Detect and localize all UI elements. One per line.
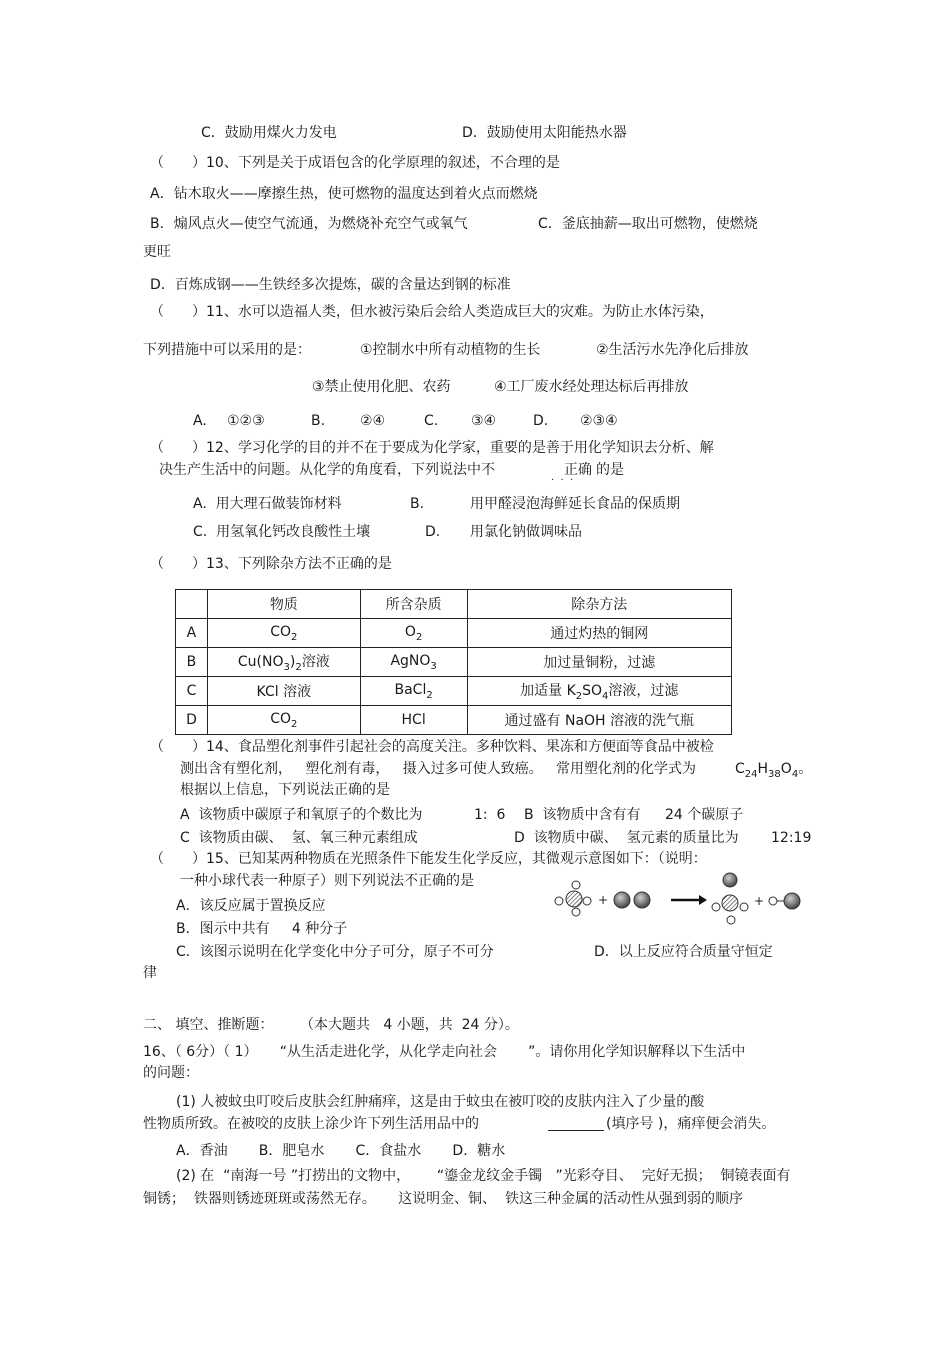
q11-stem: （ ）11、水可以造福人类，但水被污染后会给人类造成巨大的灾难。为防止水体污染， — [150, 304, 714, 320]
plus-sign: + — [754, 894, 765, 908]
q10-option-c: C．釜底抽薪—取出可燃物，使燃烧 — [538, 216, 758, 232]
molecule-ch4 — [555, 881, 591, 916]
q12-option-d-label: D. — [425, 524, 441, 540]
q11-measure-1: ①控制水中所有动植物的生长 — [360, 342, 541, 358]
q11-measure-2: ②生活污水先净化后排放 — [596, 342, 749, 358]
emphasis-dots: · · · — [551, 475, 574, 486]
q11-option-a-label: A. — [193, 413, 207, 429]
q12-option-d: 用氯化钠做调味品 — [470, 524, 582, 540]
q14-option-b: B 该物质中含有有 — [524, 807, 641, 823]
impurity-cell: HCl — [360, 706, 467, 735]
q11-measure-4: ④工厂废水经处理达标后再排放 — [494, 379, 689, 395]
option-label: D — [176, 706, 208, 735]
q10-option-a: A．钻木取火——摩擦生热，使可燃物的温度达到着火点而燃烧 — [150, 186, 538, 202]
q14-stem-2: 测出含有塑化剂， 塑化剂有毒， 摄入过多可使人致癌。 常用塑化剂的化学式为 — [180, 761, 697, 777]
q16-stem: 16、（ 6分）（ 1） “从生活走进化学，从化学走向社会 ”。请你用化学知识解释以下生活中 — [143, 1044, 746, 1060]
q11-option-b-label: B. — [311, 413, 326, 429]
molecule-cl2 — [614, 892, 650, 908]
q11-measure-3: ③禁止使用化肥、农药 — [312, 379, 451, 395]
q16-stem-2: 的问题： — [143, 1065, 199, 1081]
section2-note: （本大题共 4 小题，共 24 分）。 — [300, 1017, 519, 1033]
q16-part1: (1) 人被蚊虫叮咬后皮肤会红肿痛痒，这是由于蚊虫在被叮咬的皮肤内注入了少量的酸 — [176, 1094, 705, 1110]
table-header-cell — [176, 590, 208, 619]
impurity-cell: BaCl$_2$ — [360, 677, 467, 706]
reaction-diagram — [551, 872, 811, 932]
q12-stem-2c: 的是 — [596, 462, 624, 478]
q10-option-c-continued: 更旺 — [143, 244, 171, 260]
impurity-cell: AgNO$_3$ — [360, 648, 467, 677]
q15-option-b: B．图示中共有 4 种分子 — [176, 921, 348, 937]
plus-sign: + — [598, 893, 609, 907]
q14-option-b-value: 24 个碳原子 — [665, 807, 744, 823]
q16-options: A．香油 B．肥皂水 C．食盐水 D．糖水 — [176, 1143, 506, 1159]
q10-option-d: D．百炼成钢——生铁经多次提炼，碳的含量达到钢的标准 — [150, 277, 511, 293]
q15-option-a: A．该反应属于置换反应 — [176, 898, 326, 914]
substance-cell: $CO_2$ — [207, 619, 360, 648]
substance-cell: $CO_2$ — [207, 706, 360, 735]
q15-stem-2: 一种小球代表一种原子）则下列说法不正确的是 — [180, 873, 474, 889]
molecule-ch3cl — [712, 873, 748, 924]
impurity-cell: $O_2$ — [360, 619, 467, 648]
q15-option-d-continued: 律 — [143, 965, 157, 981]
method-cell: 加适量 $K_2SO_4$溶液，过滤 — [467, 677, 731, 706]
option-label: B — [176, 648, 208, 677]
q12-stem-2b: 正确 — [564, 462, 592, 478]
q14-option-d: D 该物质中碳、 氢元素的质量比为 — [514, 830, 739, 846]
q12-option-b-label: B. — [410, 496, 425, 512]
q12-option-c: C. 用氢氧化钙改良酸性土壤 — [193, 524, 371, 540]
q12-option-a: A. 用大理石做装饰材料 — [193, 496, 342, 512]
table-row — [176, 648, 732, 677]
table-row — [176, 706, 732, 735]
q9-option-c: C．鼓励用煤火力发电 — [201, 125, 337, 141]
table-header-row — [176, 590, 732, 619]
arrow-icon — [671, 895, 707, 905]
q14-stem: （ ）14、食品塑化剂事件引起社会的高度关注。多种饮料、果冻和方便面等食品中被检 — [150, 739, 714, 755]
q16-part1b: 性物质所致。在被咬的皮肤上涂少许下列生活用品中的 — [143, 1116, 479, 1132]
q9-option-d: D．鼓励使用太阳能热水器 — [462, 125, 627, 141]
q16-part2: (2) 在 “南海一号 ”打捞出的文物中， “鎏金龙纹金手镯 ”光彩夺目、 完好无损； 铜镜表面有 — [176, 1168, 791, 1184]
substance-cell: KCl 溶液 — [207, 677, 360, 706]
method-cell: 加过量铜粉，过滤 — [467, 648, 731, 677]
substance-cell: $Cu(NO_3)_2$溶液 — [207, 648, 360, 677]
q11-option-b: ②④ — [360, 413, 386, 429]
q12-option-b: 用甲醛浸泡海鲜延长食品的保质期 — [470, 496, 680, 512]
q14-stem-3: 根据以上信息，下列说法正确的是 — [180, 782, 390, 798]
q15-stem: （ ）15、已知某两种物质在光照条件下能发生化学反应，其微观示意图如下：（说明： — [150, 851, 707, 867]
q15-option-c: C．该图示说明在化学变化中分子可分，原子不可分 — [176, 944, 494, 960]
q14-option-d-value: 12:19 — [771, 830, 812, 846]
table-header-cell: 除杂方法 — [467, 590, 731, 619]
q14-option-a-value: 1: 6 — [474, 807, 506, 823]
option-label: A — [176, 619, 208, 648]
table-row — [176, 619, 732, 648]
section2-title: 二、 填空、推断题： — [143, 1017, 274, 1033]
molecule-hcl — [769, 893, 800, 909]
q14-formula: $C_{24}H_{38}O_4$。 — [735, 761, 813, 780]
method-cell: 通过盛有 NaOH 溶液的洗气瓶 — [467, 706, 731, 735]
q13-stem: （ ）13、下列除杂方法不正确的是 — [150, 556, 392, 572]
q12-stem: （ ）12、学习化学的目的并不在于要成为化学家，重要的是善于用化学知识去分析、解 — [150, 440, 714, 456]
table-row — [176, 677, 732, 706]
q14-option-c: C 该物质由碳、 氢、氧三种元素组成 — [180, 830, 418, 846]
q11-option-a: ①②③ — [227, 413, 265, 429]
q11-option-d-label: D. — [533, 413, 549, 429]
method-cell: 通过灼热的铜网 — [467, 619, 731, 648]
q11-option-d: ②③④ — [580, 413, 618, 429]
q16-part1c: (填序号 )，痛痒便会消失。 — [606, 1116, 776, 1132]
table-header-cell: 所含杂质 — [360, 590, 467, 619]
q16-part3: 铜锈； 铁器则锈迹斑斑或荡然无存。 这说明金、铜、 铁这三种金属的活动性从强到弱的顺序 — [143, 1191, 744, 1207]
table-header-cell: 物质 — [207, 590, 360, 619]
option-label: C — [176, 677, 208, 706]
answer-blank[interactable] — [548, 1130, 604, 1131]
q10-option-b: B．煽风点火—使空气流通，为燃烧补充空气或氧气 — [150, 216, 468, 232]
impurity-table — [175, 589, 732, 735]
q12-stem-2a: 决生产生活中的问题。从化学的角度看，下列说法中不 — [159, 462, 495, 478]
q11-option-c-label: C. — [424, 413, 439, 429]
q11-option-c: ③④ — [471, 413, 497, 429]
q11-stem-2: 下列措施中可以采用的是： — [143, 342, 311, 358]
q14-option-a: A 该物质中碳原子和氧原子的个数比为 — [180, 807, 423, 823]
q15-option-d: D．以上反应符合质量守恒定 — [594, 944, 773, 960]
q10-stem: （ ）10、下列是关于成语包含的化学原理的叙述，不合理的是 — [150, 155, 560, 171]
